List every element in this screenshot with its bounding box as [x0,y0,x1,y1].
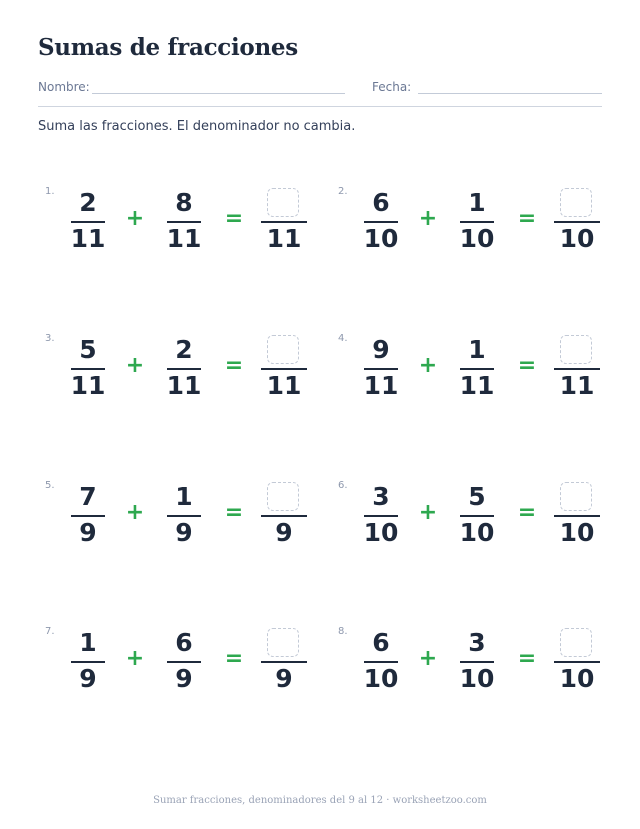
fraction-a [65,480,111,548]
fraction-bar [460,221,494,223]
denominator: 9 [275,664,293,693]
fraction-bar [364,515,398,517]
answer-fraction [554,626,600,694]
equals-operator: = [517,646,537,671]
equals-operator: = [517,353,537,378]
fraction-bar [364,221,398,223]
answer-box[interactable] [560,188,592,217]
fraction-bar [261,661,307,663]
problem-number: 8. [338,626,348,637]
instructions: Suma las fracciones. El denominador no cambia. [38,119,356,134]
fraction-bar [460,661,494,663]
equals-operator: = [224,206,244,231]
fraction-bar [71,368,105,370]
denominator: 11 [363,371,399,400]
numerator: 1 [175,482,193,511]
numerator: 6 [372,188,390,217]
denominator: 9 [79,664,97,693]
name-line[interactable] [92,93,345,94]
denominator: 10 [459,224,495,253]
denominator: 9 [275,518,293,547]
denominator: 11 [166,224,202,253]
fraction-a [65,333,111,401]
denominator: 11 [166,371,202,400]
fraction-bar [460,368,494,370]
plus-operator: + [418,353,438,378]
denominator: 9 [175,518,193,547]
fraction-bar [554,368,600,370]
fraction-bar [71,661,105,663]
problem-number: 5. [45,480,55,491]
fraction-bar [554,221,600,223]
denominator: 9 [79,518,97,547]
date-line[interactable] [418,93,602,94]
answer-box[interactable] [560,335,592,364]
plus-operator: + [125,500,145,525]
answer-fraction [261,626,307,694]
problem [45,186,335,276]
denominator: 11 [266,371,302,400]
denominator: 10 [363,664,399,693]
problem [45,626,335,716]
denominator: 11 [266,224,302,253]
numerator: 5 [468,482,486,511]
problem [45,480,335,570]
fraction-b [161,626,207,694]
problem [338,480,628,570]
plus-operator: + [125,353,145,378]
denominator: 10 [363,518,399,547]
fraction-b [161,333,207,401]
fraction-a [358,186,404,254]
numerator: 3 [372,482,390,511]
numerator: 2 [175,335,193,364]
fraction-b [161,186,207,254]
fraction-a [358,626,404,694]
fraction-bar [167,368,201,370]
fraction-b [161,480,207,548]
plus-operator: + [125,206,145,231]
numerator: 7 [79,482,97,511]
fraction-b [454,480,500,548]
problem-number: 4. [338,333,348,344]
numerator: 1 [468,335,486,364]
answer-box[interactable] [267,188,299,217]
fraction-bar [167,221,201,223]
answer-fraction [554,333,600,401]
fraction-a [65,186,111,254]
plus-operator: + [418,500,438,525]
equals-operator: = [517,206,537,231]
numerator: 1 [468,188,486,217]
header-divider [38,106,602,107]
fraction-bar [71,515,105,517]
equals-operator: = [224,353,244,378]
problem-number: 6. [338,480,348,491]
problem [338,626,628,716]
fraction-bar [167,515,201,517]
problem-number: 2. [338,186,348,197]
numerator: 5 [79,335,97,364]
answer-fraction [261,186,307,254]
denominator: 10 [559,518,595,547]
answer-box[interactable] [560,628,592,657]
equals-operator: = [517,500,537,525]
fraction-a [65,626,111,694]
problem [338,333,628,423]
problem-number: 7. [45,626,55,637]
equals-operator: = [224,646,244,671]
answer-box[interactable] [267,335,299,364]
fraction-a [358,333,404,401]
denominator: 10 [559,664,595,693]
fraction-bar [71,221,105,223]
answer-fraction [554,480,600,548]
denominator: 10 [363,224,399,253]
worksheet-title: Sumas de fracciones [38,34,298,61]
numerator: 2 [79,188,97,217]
denominator: 10 [459,664,495,693]
numerator: 6 [372,628,390,657]
numerator: 9 [372,335,390,364]
numerator: 8 [175,188,193,217]
denominator: 11 [70,224,106,253]
problem [45,333,335,423]
fraction-bar [167,661,201,663]
denominator: 11 [459,371,495,400]
name-label: Nombre: [38,80,90,94]
answer-box[interactable] [560,482,592,511]
plus-operator: + [418,206,438,231]
numerator: 6 [175,628,193,657]
fraction-a [358,480,404,548]
denominator: 10 [559,224,595,253]
numerator: 3 [468,628,486,657]
date-label: Fecha: [372,80,412,94]
fraction-bar [364,368,398,370]
fraction-bar [261,368,307,370]
answer-box[interactable] [267,482,299,511]
fraction-b [454,186,500,254]
fraction-b [454,333,500,401]
equals-operator: = [224,500,244,525]
denominator: 11 [70,371,106,400]
fraction-bar [554,515,600,517]
fraction-bar [261,221,307,223]
fraction-bar [261,515,307,517]
denominator: 10 [459,518,495,547]
fraction-bar [460,515,494,517]
fraction-bar [554,661,600,663]
plus-operator: + [125,646,145,671]
problem-number: 3. [45,333,55,344]
answer-fraction [261,480,307,548]
problem-number: 1. [45,186,55,197]
numerator: 1 [79,628,97,657]
denominator: 11 [559,371,595,400]
fraction-b [454,626,500,694]
answer-fraction [554,186,600,254]
answer-box[interactable] [267,628,299,657]
problem [338,186,628,276]
fraction-bar [364,661,398,663]
plus-operator: + [418,646,438,671]
footer: Sumar fracciones, denominadores del 9 al 12 · worksheetzoo.com [153,795,487,806]
answer-fraction [261,333,307,401]
denominator: 9 [175,664,193,693]
